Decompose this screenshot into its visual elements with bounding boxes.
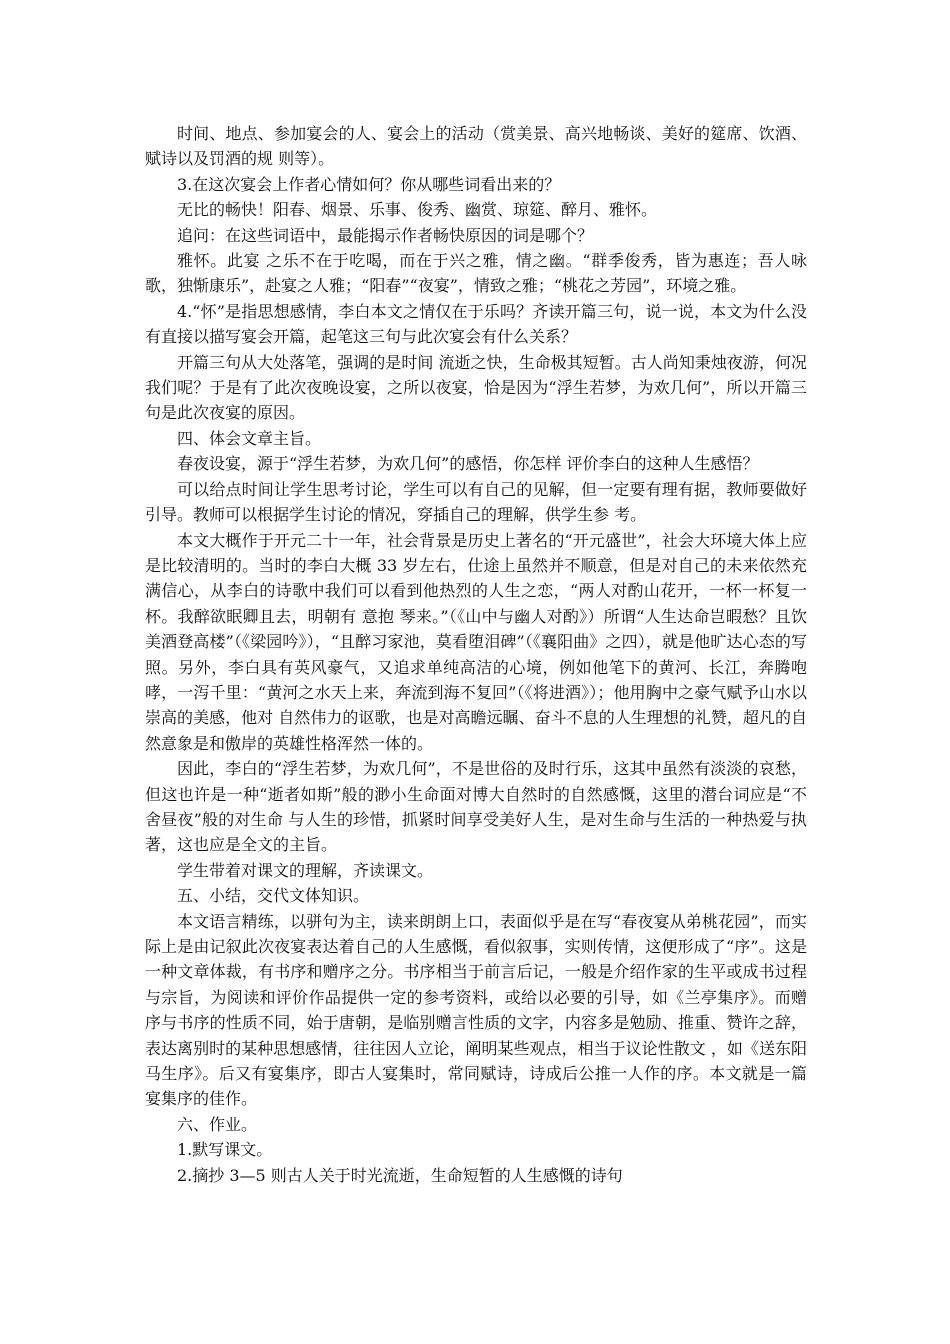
section-heading: 五、小结，交代文体知识。: [177, 886, 370, 906]
paragraph: 学生带着对课文的理解，齐读课文。: [177, 860, 434, 880]
paragraph: 4.“怀”是指思想感情，李白本文之情仅在于乐吗？齐读开篇三句，说一说，本文为什么没有直接以描写宴会开篇，起笔这三句与此次宴会有什么关系？: [145, 301, 807, 347]
section-heading: 六、作业。: [177, 1114, 258, 1134]
section-heading: 四、体会文章主旨。: [177, 428, 322, 448]
document-body: [145, 121, 807, 1188]
paragraph: 无比的畅快！阳春、烟景、乐事、俊秀、幽赏、琼筵、醉月、雅怀。: [177, 200, 658, 220]
paragraph: 春夜设宴，源于“浮生若梦，为欢几何”的感悟，你怎样 评价李白的这种人生感悟？: [177, 454, 759, 474]
paragraph: 本文大概作于开元二十一年，社会背景是历史上著名的“开元盛世”，社会大环境大体上应是比较清明的。当时的李白大概 33 岁左右，仕途上虽然并不顺意，但是对自己的未来依然充满信心，从李白的诗歌中我们可以看到他热烈的人生之恋，“两人对酌山花开，一杯一杯复一杯。我醉欲眠卿且去，明朝有 意抱 琴来。”（《山中与幽人对酌》）所谓“人生达命岂暇愁？且饮美酒登高楼”（《梁园吟》），“且醉习家池，莫看堕泪碑”（《襄阳曲》之四），就是他旷达心态的写 照。另外，李白具有英风豪气，又追求单纯高洁的心境，例如他笔下的黄河、长江，奔腾咆哮，一泻千里：“黄河之水天上来，奔流到海不复回”（《将进酒》）；他用胸中之豪气赋予山水以崇高的美感，他对 自然伟力的讴歌，也是对高瞻远瞩、奋斗不息的人生理想的礼赞，超凡的自然意象是和傲岸的英雄性格浑然一体的。: [145, 530, 807, 753]
list-item: 2.摘抄 3—5 则古人关于时光流逝，生命短暂的人生感慨的诗句: [177, 1165, 623, 1185]
paragraph: 3.在这次宴会上作者心情如何？你从哪些词看出来的？: [177, 174, 561, 194]
paragraph: 可以给点时间让学生思考讨论，学生可以有自己的见解，但一定要有理有据，教师要做好引导。教师可以根据学生讨论的情况，穿插自己的理解，供学生参 考。: [145, 479, 807, 525]
paragraph: 开篇三句从大处落笔，强调的是时间 流逝之快，生命极其短暂。古人尚知秉烛夜游，何况我们呢？于是有了此次夜晚设宴，之所以夜宴，恰是因为“浮生若梦，为欢几何”，所以开篇三句是此次夜宴的原因。: [145, 352, 807, 423]
paragraph: 时间、地点、参加宴会的人、宴会上的活动（赏美景、高兴地畅谈、美好的筵席、饮酒、赋诗以及罚酒的规 则等）。: [145, 124, 807, 169]
list-item: 1.默写课文。: [177, 1140, 273, 1160]
paragraph: 追问：在这些词语中，最能揭示作者畅快原因的词是哪个？: [177, 225, 594, 245]
paragraph: 因此，李白的“浮生若梦，为欢几何”，不是世俗的及时行乐，这其中虽然有淡淡的哀愁，但这也许是一种“逝者如斯”般的渺小生命面对博大自然时的自然感慨，这里的潜台词应是“不舍昼夜”般的对生命 与人生的珍惜，抓紧时间享受美好人生，是对生命与生活的一种热爱与执著，这也应是全文的主旨。: [145, 759, 807, 855]
paragraph: 本文语言精练，以骈句为主，读来朗朗上口，表面似乎是在写“春夜宴从弟桃花园”，而实际上是由记叙此次夜宴表达着自己的人生感慨，看似叙事，实则传情，这便形成了“序”。这是一种文章体裁，有书序和赠序之分。书序相当于前言后记，一般是介绍作家的生平或成书过程与宗旨，为阅读和评价作品提供一定的参考资料，或给以必要的引导，如《兰亭集序》。而赠序与书序的性质不同，始于唐朝，是临别赠言性质的文字，内容多是勉励、推重、赞许之辞，表达离别时的某种思想感情，往往因人立论，阐明某些观点，相当于议论性散文 ，如《送东阳马生序》。后又有宴集序，即古人宴集时，常同赋诗，诗成后公推一人作的序。本文就是一篇宴集序的佳作。: [145, 911, 807, 1109]
paragraph: 雅怀。此宴 之乐不在于吃喝，而在于兴之雅，情之幽。“群季俊秀，皆为惠连；吾人咏歌，独惭康乐”，赴宴之人雅；“阳春”“夜宴”，情致之雅；“桃花之芳园”，环境之雅。: [145, 251, 807, 296]
